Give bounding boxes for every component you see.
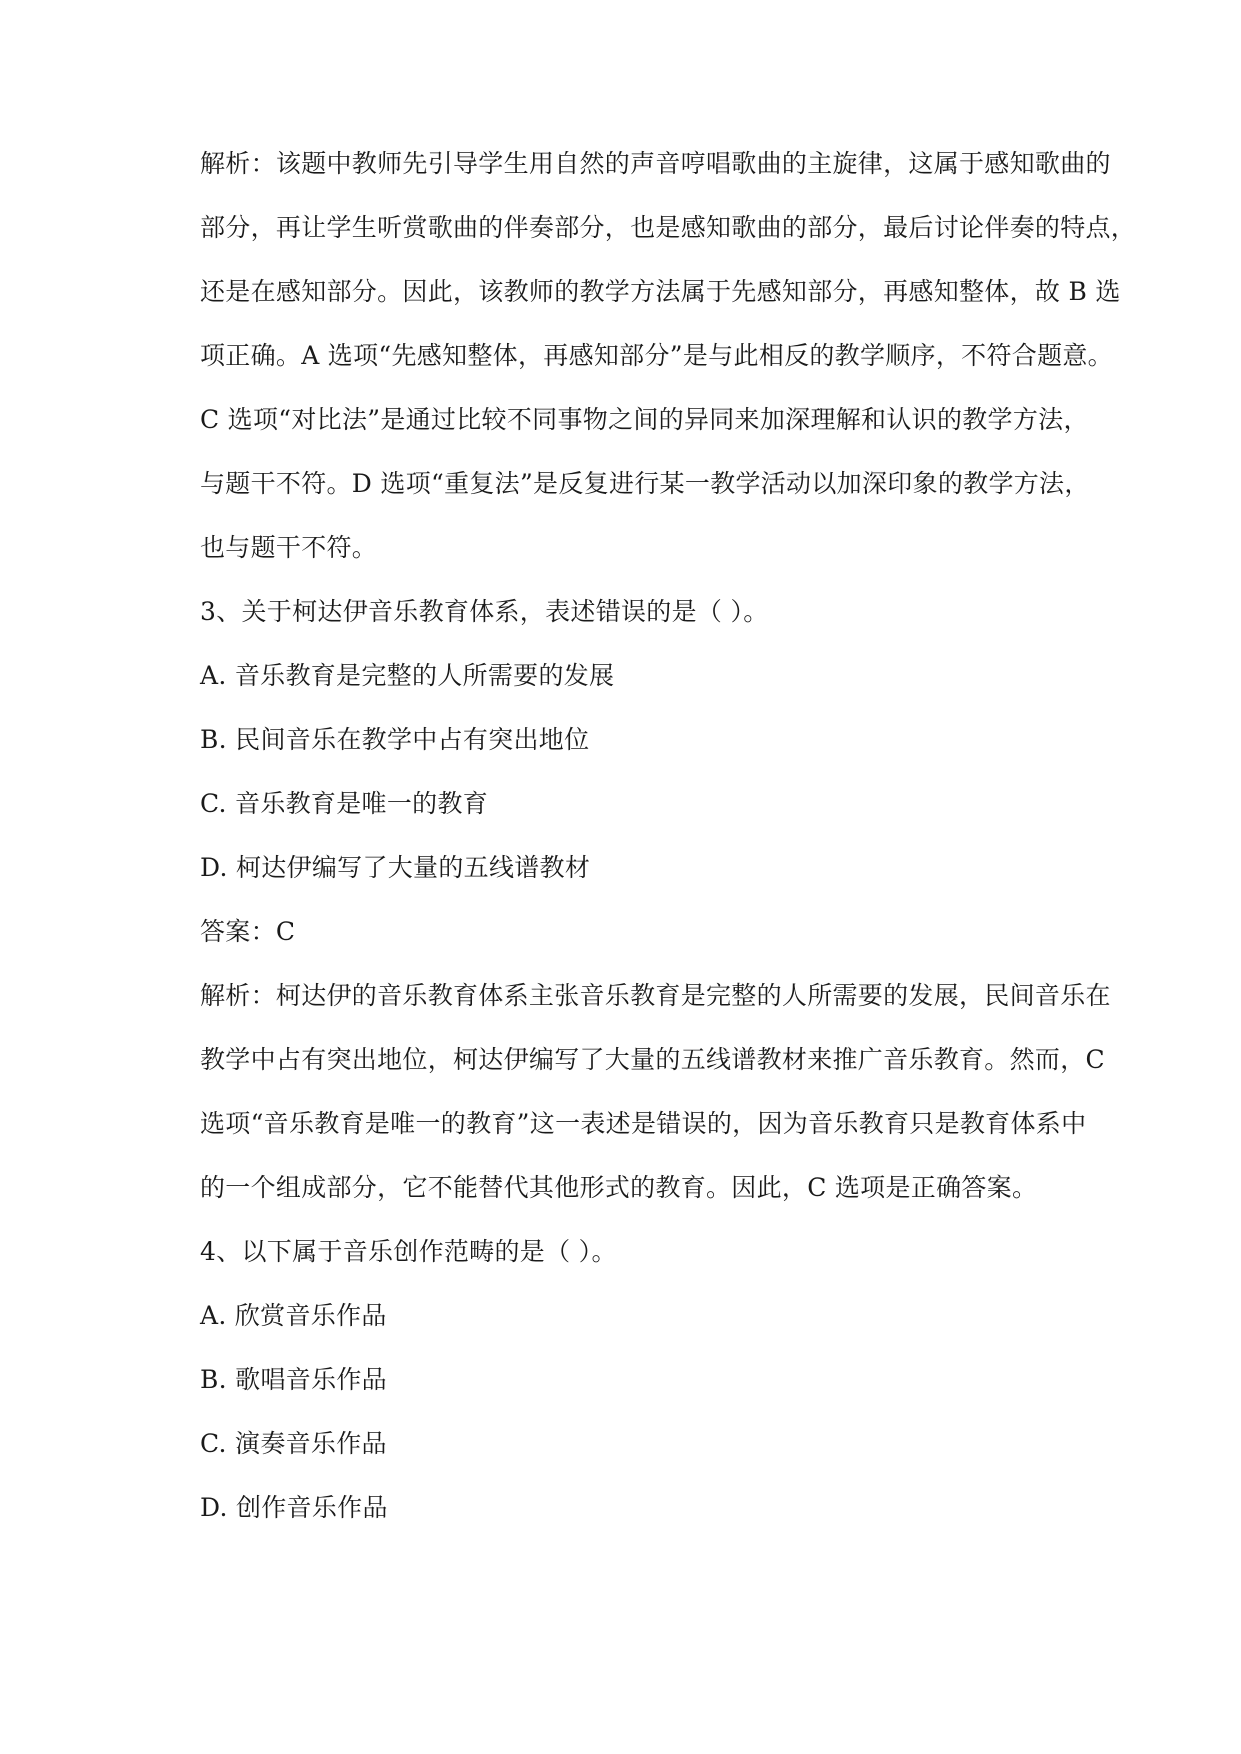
question-4-stem: 4、以下属于音乐创作范畴的是（ ）。 — [200, 1237, 617, 1266]
analysis-2-line-6: 与题干不符。D 选项“重复法”是反复进行某一教学活动以加深印象的教学方法， — [200, 469, 1090, 498]
analysis-2-line-4: 项正确。A 选项“先感知整体，再感知部分”是与此相反的教学顺序，不符合题意。 — [200, 341, 1113, 370]
analysis-2-line-3: 还是在感知部分。因此，该教师的教学方法属于先感知部分，再感知整体，故 B 选 — [200, 277, 1121, 306]
analysis-3-line-2: 教学中占有突出地位，柯达伊编写了大量的五线谱教材来推广音乐教育。然而，C — [200, 1045, 1105, 1074]
question-4-option-a: A. 欣赏音乐作品 — [200, 1301, 387, 1330]
analysis-2-line-5: C 选项“对比法”是通过比较不同事物之间的异同来加深理解和认识的教学方法， — [200, 405, 1089, 434]
question-4-option-b: B. 歌唱音乐作品 — [200, 1365, 387, 1394]
analysis-2-line-2: 部分，再让学生听赏歌曲的伴奏部分，也是感知歌曲的部分，最后讨论伴奏的特点， — [200, 213, 1137, 242]
analysis-3-line-1: 解析：柯达伊的音乐教育体系主张音乐教育是完整的人所需要的发展，民间音乐在 — [200, 981, 1111, 1010]
question-3-answer: 答案：C — [200, 917, 296, 946]
question-4-option-d: D. 创作音乐作品 — [200, 1493, 388, 1522]
question-3-stem: 3、关于柯达伊音乐教育体系，表述错误的是（ ）。 — [200, 597, 769, 626]
analysis-2-line-7: 也与题干不符。 — [200, 533, 378, 562]
analysis-3-line-3: 选项“音乐教育是唯一的教育”这一表述是错误的，因为音乐教育只是教育体系中 — [200, 1109, 1087, 1138]
question-3-option-d: D. 柯达伊编写了大量的五线谱教材 — [200, 853, 591, 882]
question-3-option-c: C. 音乐教育是唯一的教育 — [200, 789, 489, 818]
analysis-3-line-4: 的一个组成部分，它不能替代其他形式的教育。因此，C 选项是正确答案。 — [200, 1173, 1038, 1202]
question-4-option-c: C. 演奏音乐作品 — [200, 1429, 387, 1458]
question-3-option-a: A. 音乐教育是完整的人所需要的发展 — [200, 661, 615, 690]
question-3-option-b: B. 民间音乐在教学中占有突出地位 — [200, 725, 590, 754]
analysis-2-line-1: 解析：该题中教师先引导学生用自然的声音哼唱歌曲的主旋律，这属于感知歌曲的 — [200, 149, 1111, 178]
